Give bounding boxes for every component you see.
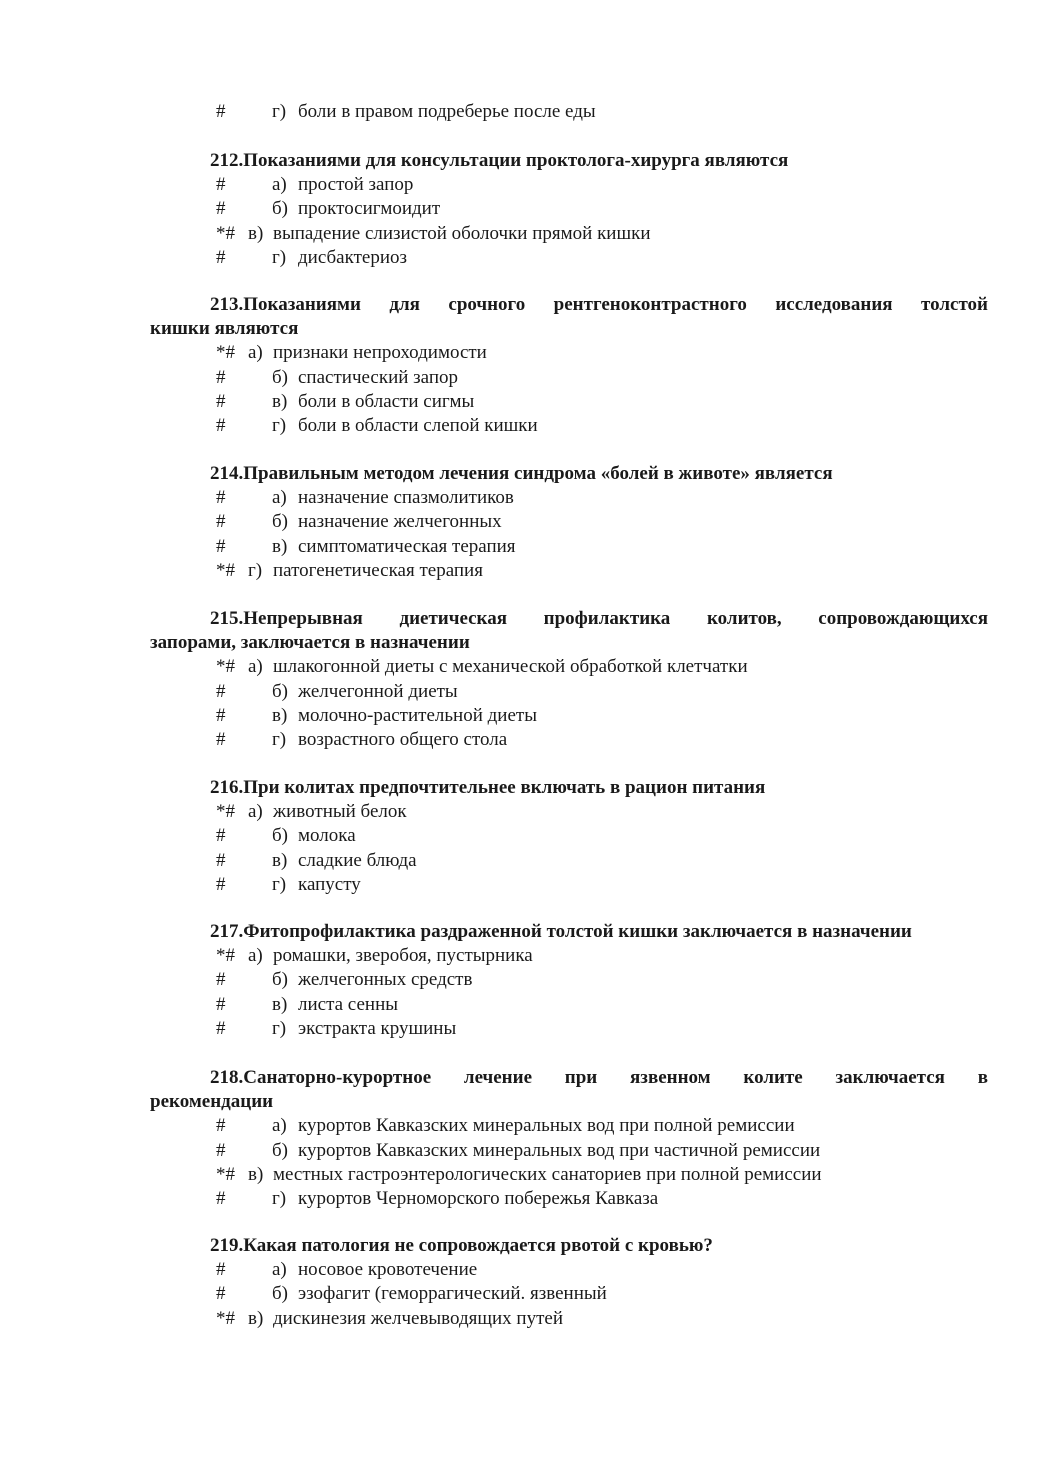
option-mark: # [216, 729, 226, 750]
option-text: курортов Черноморского побережья Кавказа [298, 1188, 659, 1209]
option-text: простой запор [298, 174, 414, 196]
option-mark: # [216, 1115, 226, 1137]
option-mark: # [216, 487, 226, 509]
option-letter: г) [272, 246, 287, 268]
correct-answer-mark: *# [216, 342, 235, 364]
option-text: признаки непроходимости [273, 342, 487, 364]
correct-answer-mark: *# [216, 1163, 235, 1185]
option-text: листа сенны [298, 993, 399, 1015]
option-mark: # [216, 873, 226, 895]
option-letter: в) [272, 535, 288, 557]
option-text: желчегонных средств [298, 969, 473, 991]
question-title: 213.Показаниями для срочного рентгеноконтрастного исследования толстой [210, 294, 988, 315]
question-title: 214.Правильным методом лечения синдрома «болей в животе» является [210, 463, 833, 484]
option-text: животный белок [273, 801, 407, 823]
option-mark: # [216, 993, 226, 1015]
option-letter: б) [272, 680, 288, 702]
option-text: боли в правом подреберье после еды [298, 101, 596, 122]
option-mark: # [216, 825, 226, 847]
option-letter: а) [272, 1115, 287, 1137]
option-text: курортов Кавказских минеральных вод при полной ремиссии [298, 1115, 795, 1137]
option-letter: а) [248, 656, 263, 678]
option-mark: # [216, 704, 226, 726]
option-text: спастический запор [298, 366, 459, 388]
option-letter: б) [272, 1139, 288, 1161]
correct-answer-mark: *# [216, 1307, 235, 1329]
option-mark: # [216, 1283, 226, 1305]
option-letter: г) [272, 101, 287, 122]
option-text: эзофагит (геморрагический. язвенный [298, 1283, 607, 1305]
option-letter: в) [272, 849, 288, 871]
option-mark: # [216, 246, 226, 268]
option-letter: в) [248, 1307, 264, 1329]
question-title-continuation: рекомендации [150, 1091, 274, 1113]
question-title: 216.При колитах предпочтительнее включать в рацион питания [210, 777, 766, 798]
option-mark: # [216, 390, 226, 412]
option-letter: в) [272, 390, 288, 412]
question-title-continuation: кишки являются [150, 318, 299, 340]
option-letter: в) [248, 222, 264, 244]
question-title: 217.Фитопрофилактика раздраженной толстой кишки заключается в назначении [210, 921, 912, 942]
correct-answer-mark: *# [216, 801, 235, 823]
correct-answer-mark: *# [216, 945, 235, 967]
option-mark: # [216, 535, 226, 557]
option-letter: в) [248, 1163, 264, 1185]
option-letter: б) [272, 1283, 288, 1305]
option-letter: г) [272, 729, 287, 750]
question-title: 219.Какая патология не сопровождается рвотой с кровью? [210, 1235, 713, 1256]
question-title: 212.Показаниями для консультации проктолога-хирурга являются [210, 150, 789, 171]
correct-answer-mark: *# [216, 222, 235, 244]
option-letter: в) [272, 704, 288, 726]
option-text: экстракта крушины [298, 1017, 457, 1039]
option-letter: в) [272, 993, 288, 1015]
option-text: молочно-растительной диеты [298, 704, 537, 726]
option-letter: г) [272, 873, 287, 895]
option-text: сладкие блюда [298, 849, 417, 871]
option-letter: г) [272, 415, 287, 436]
option-mark: # [216, 849, 226, 871]
correct-answer-mark: *# [216, 656, 235, 678]
option-text: боли в области слепой кишки [298, 415, 538, 436]
option-text: возрастного общего стола [298, 729, 508, 750]
option-mark: # [216, 366, 226, 388]
option-mark: # [216, 198, 226, 220]
option-text: боли в области сигмы [298, 390, 475, 412]
option-letter: б) [272, 366, 288, 388]
option-letter: г) [272, 1017, 287, 1039]
option-text: желчегонной диеты [298, 680, 458, 702]
option-mark: # [216, 1188, 226, 1209]
question-title: 218.Санаторно-курортное лечение при язвенном колите заключается в [210, 1067, 988, 1088]
option-text: дискинезия желчевыводящих путей [273, 1307, 564, 1329]
question-title-continuation: запорами, заключается в назначении [150, 632, 470, 654]
option-text: местных гастроэнтерологических санаториев при полной ремиссии [273, 1163, 822, 1185]
option-letter: г) [248, 559, 263, 581]
question-title: 215.Непрерывная диетическая профилактика колитов, сопровождающихся [210, 608, 988, 629]
option-letter: а) [248, 801, 263, 823]
option-text: шлакогонной диеты с механической обработкой клетчатки [273, 656, 748, 678]
option-text: выпадение слизистой оболочки прямой кишки [273, 222, 651, 244]
option-text: симптоматическая терапия [298, 535, 516, 557]
option-letter: б) [272, 825, 288, 847]
option-text: ромашки, зверобоя, пустырника [273, 945, 533, 967]
option-text: носовое кровотечение [298, 1259, 478, 1281]
option-text: патогенетическая терапия [273, 559, 483, 581]
correct-answer-mark: *# [216, 559, 235, 581]
option-text: проктосигмоидит [298, 198, 441, 220]
option-mark: # [216, 680, 226, 702]
option-text: дисбактериоз [298, 246, 407, 268]
option-text: курортов Кавказских минеральных вод при частичной ремиссии [298, 1139, 821, 1161]
option-letter: г) [272, 1188, 287, 1209]
option-letter: б) [272, 969, 288, 991]
option-mark: # [216, 969, 226, 991]
option-text: молока [298, 825, 356, 847]
option-letter: а) [248, 342, 263, 364]
option-text: назначение желчегонных [298, 511, 502, 533]
option-mark: # [216, 1017, 226, 1039]
option-text: назначение спазмолитиков [298, 487, 514, 509]
option-letter: а) [272, 1259, 287, 1281]
option-mark: # [216, 1259, 226, 1281]
option-mark: # [216, 415, 226, 436]
option-letter: а) [272, 174, 287, 196]
option-mark: # [216, 174, 226, 196]
option-mark: # [216, 1139, 226, 1161]
option-letter: б) [272, 198, 288, 220]
option-letter: б) [272, 511, 288, 533]
option-letter: а) [272, 487, 287, 509]
option-mark: # [216, 511, 226, 533]
option-mark: # [216, 101, 226, 122]
option-letter: а) [248, 945, 263, 967]
option-text: капусту [298, 873, 361, 895]
